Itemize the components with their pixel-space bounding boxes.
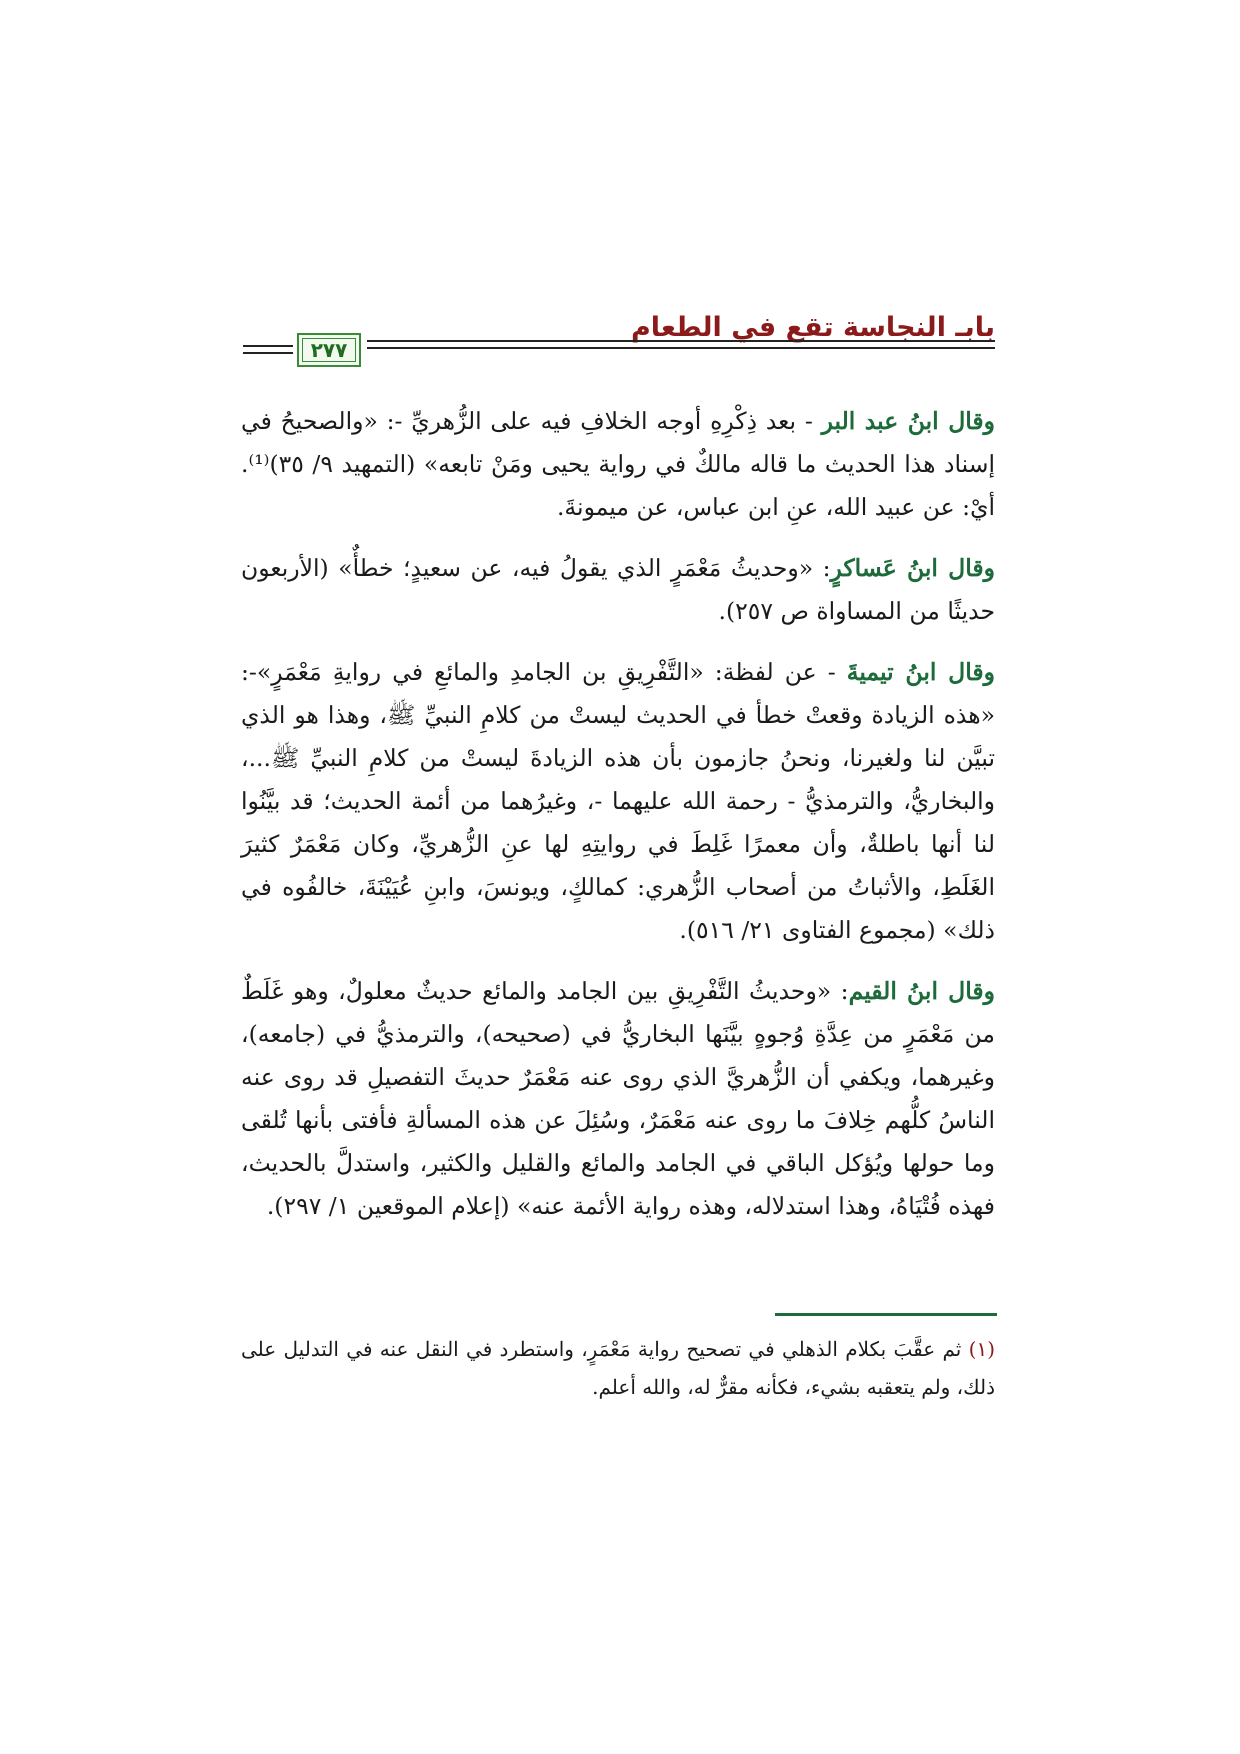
speaker-label: وقال ابنُ تيميةَ: [846, 658, 995, 686]
page-number-badge: [297, 333, 361, 367]
main-text: [241, 400, 995, 1246]
header-rule-left-bottom: [243, 352, 293, 354]
paragraph-ibn-al-qayyim: [241, 970, 995, 1228]
footnote-separator: [775, 1313, 997, 1316]
paragraph-text: - بعد ذِكْرِهِ أوجه الخلافِ فيه على الزُّهريِّ -: «والصحيحُ في إسناد هذا الحديث ما قاله مالكٌ في رواية يحيى ومَنْ تابعه» (التمهيد ٩/ ٣٥)⁽¹⁾. أيْ: عن عبيد الله، عنِ ابن عباس، عن ميمونةَ.: [241, 407, 995, 521]
header-rule-right-bottom: [367, 347, 995, 349]
paragraph-ibn-asakir: [241, 547, 995, 633]
running-title: بابـ النجاسة تقع في الطعام: [630, 312, 995, 343]
page-number: ٢٧٧: [310, 338, 348, 362]
speaker-label: وقال ابنُ عبد البر: [821, 407, 996, 435]
header-rule-right-top: [367, 340, 995, 342]
speaker-label: وقال ابنُ القيم: [848, 977, 995, 1005]
paragraph-text: : «وحديثُ مَعْمَرٍ الذي يقولُ فيه، عن سعيدٍ؛ خطأٌ» (الأربعون حديثًا من المساواة ص ٢٥٧).: [241, 554, 995, 625]
speaker-label: وقال ابنُ عَساكرٍ: [830, 554, 995, 582]
paragraph-ibn-taymiyya: [241, 651, 995, 952]
footnote-number: (١): [968, 1337, 995, 1361]
paragraph-ibn-abd-al-barr: [241, 400, 995, 529]
footnote-1: [241, 1330, 995, 1406]
header-rule-left-top: [243, 345, 293, 347]
footnote-text: ثم عقَّبَ بكلام الذهلي في تصحيح رواية مَعْمَرٍ، واستطرد في النقل عنه في التدليل على ذلك، ولم يتعقبه بشيء، فكأنه مقرٌّ له، والله أعلم.: [241, 1337, 995, 1399]
paragraph-text: - عن لفظة: «التَّفْرِيقِ بن الجامدِ والمائعِ في روايةِ مَعْمَرٍ»-: «هذه الزيادة وقعتْ خطأ في الحديث ليستْ من كلامِ النبيِّ ﷺ، وهذا هو الذي تبيَّن لنا ولغيرنا، ونحنُ جازمون بأن هذه الزيادةَ ليستْ من كلامِ النبيِّ ﷺ...، والبخاريُّ، والترمذيُّ - رحمة الله عليهما -، وغيرُهما من أئمة الحديث؛ قد بيَّنُوا لنا أنها باطلةٌ، وأن معمرًا غَلِطَ في روايتِهِ لها عنِ الزُّهريِّ، وكان مَعْمَرٌ كثيرَ الغَلَطِ، والأثباتُ من أصحاب الزُّهري: كمالكٍ، ويونسَ، وابنِ عُيَيْنَةَ، خالفُوه في ذلك» (مجموع الفتاوى ٢١/ ٥١٦).: [241, 658, 995, 944]
paragraph-text: : «وحديثُ التَّفْرِيقِ بين الجامد والمائع حديثٌ معلولٌ، وهو غَلَطٌ من مَعْمَرٍ من عِدَّةِ وُجوهٍ بيَّنَها البخاريُّ في (صحيحه)، والترمذيُّ في (جامعه)، وغيرهما، ويكفي أن الزُّهريَّ الذي روى عنه مَعْمَرٌ حديثَ التفصيلِ قد روى عنه الناسُ كلُّهم خِلافَ ما روى عنه مَعْمَرٌ، وسُئِلَ عن هذه المسألةِ فأفتى بأنها تُلقى وما حولها ويُؤكل الباقي في الجامد والمائع والقليل والكثير، واستدلَّ بالحديث، فهذه فُتْيَاهُ، وهذا استدلاله، وهذه رواية الأئمة عنه» (إعلام الموقعين ١/ ٢٩٧).: [241, 977, 995, 1220]
